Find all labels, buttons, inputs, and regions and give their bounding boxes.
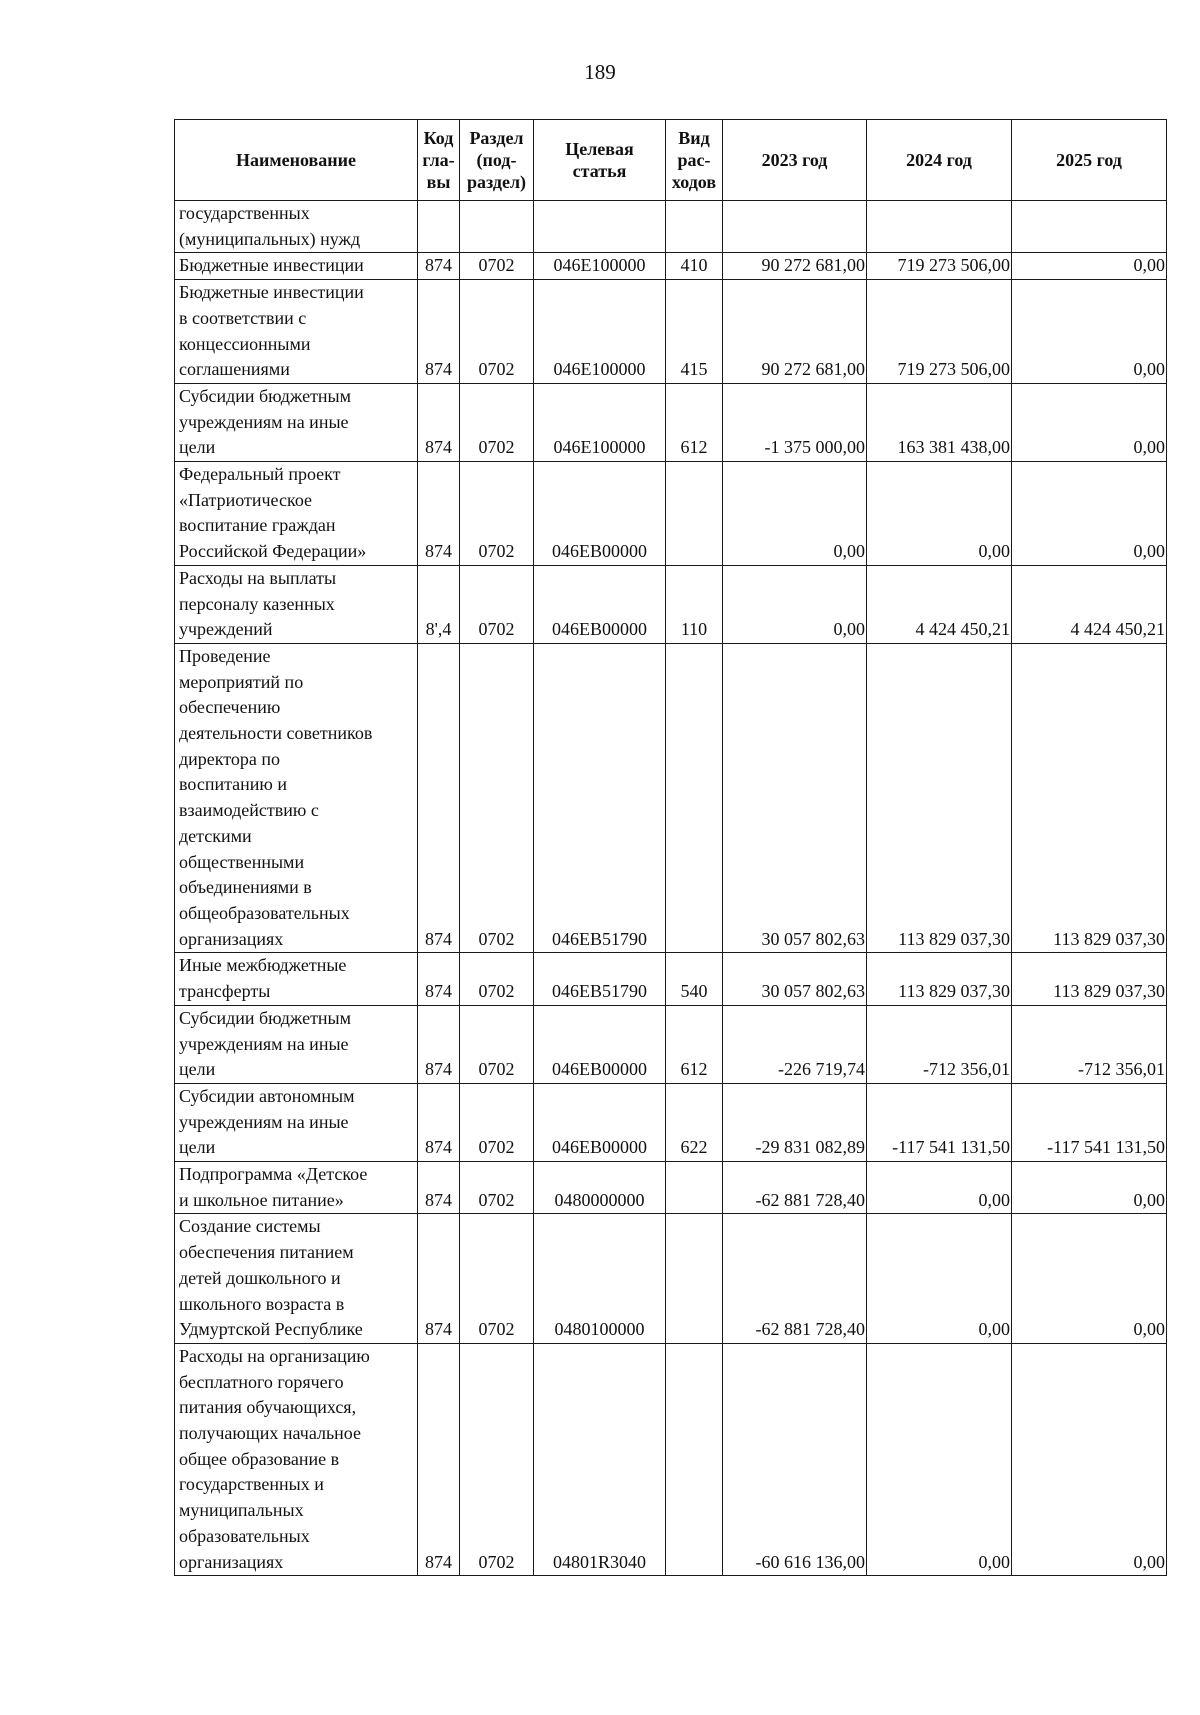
table-body — [175, 201, 1167, 1576]
row-target-article: 046EB51790 — [534, 953, 666, 1005]
row-target-article: 046E100000 — [534, 253, 666, 280]
row-amount-2023: 0,00 — [723, 565, 867, 643]
row-section: 0702 — [460, 565, 534, 643]
row-chapter-code: 874 — [418, 1162, 460, 1214]
row-chapter-code: 874 — [418, 253, 460, 280]
table-row — [175, 643, 1167, 952]
row-name: Субсидии бюджетным учреждениям на иные цели — [175, 383, 418, 461]
row-section: 0702 — [460, 1343, 534, 1575]
row-target-article: 046EB00000 — [534, 1005, 666, 1083]
row-amount-2025: 0,00 — [1012, 1343, 1167, 1575]
row-section: 0702 — [460, 953, 534, 1005]
row-amount-2024: -117 541 131,50 — [867, 1083, 1012, 1161]
header-row — [175, 120, 1167, 201]
row-name: Расходы на выплаты персоналу казенных учреждений — [175, 565, 418, 643]
header-target-article — [534, 120, 666, 201]
row-amount-2024 — [867, 201, 1012, 253]
row-amount-2025: 0,00 — [1012, 1214, 1167, 1344]
row-expense-type: 612 — [666, 383, 723, 461]
table-row — [175, 201, 1167, 253]
table-row — [175, 1343, 1167, 1575]
row-amount-2025: 0,00 — [1012, 253, 1167, 280]
row-expense-type — [666, 1214, 723, 1344]
row-chapter-code: 874 — [418, 643, 460, 952]
header-chapter-code-line-1: Код — [423, 128, 454, 148]
header-expense-type-line-1: Вид — [678, 128, 710, 148]
row-amount-2024: 113 829 037,30 — [867, 953, 1012, 1005]
header-chapter-code-line-3: вы — [426, 172, 451, 192]
row-chapter-code: 874 — [418, 1343, 460, 1575]
page-number: 189 — [584, 60, 616, 84]
table-row — [175, 1005, 1167, 1083]
row-amount-2025: -117 541 131,50 — [1012, 1083, 1167, 1161]
row-amount-2025: 0,00 — [1012, 383, 1167, 461]
header-expense-type-line-2: рас- — [677, 150, 711, 170]
row-amount-2023: -62 881 728,40 — [723, 1214, 867, 1344]
row-expense-type: 410 — [666, 253, 723, 280]
row-amount-2025 — [1012, 201, 1167, 253]
header-name: Наименование — [175, 120, 418, 201]
row-expense-type: 612 — [666, 1005, 723, 1083]
row-name: Бюджетные инвестиции — [175, 253, 418, 280]
header-chapter-code-line-2: гла- — [422, 150, 455, 170]
row-amount-2024: -712 356,01 — [867, 1005, 1012, 1083]
row-chapter-code: 874 — [418, 383, 460, 461]
row-name: Иные межбюджетные трансферты — [175, 953, 418, 1005]
row-section: 0702 — [460, 462, 534, 566]
row-name: Расходы на организацию бесплатного горячего питания обучающихся, получающих начальное общее образование в государственных и муниципальных образовательных организациях — [175, 1343, 418, 1575]
row-amount-2024: 0,00 — [867, 1214, 1012, 1344]
table-row — [175, 1162, 1167, 1214]
row-amount-2023: -60 616 136,00 — [723, 1343, 867, 1575]
row-name: Проведение мероприятий по обеспечению деятельности советников директора по воспитанию и взаимодействию с детскими общественными объединениями в общеобразовательных организациях — [175, 643, 418, 952]
row-amount-2023: 30 057 802,63 — [723, 953, 867, 1005]
header-section-line-1: Раздел — [469, 128, 524, 148]
header-section-line-2: (под- — [476, 150, 517, 170]
row-amount-2025: 0,00 — [1012, 1162, 1167, 1214]
row-expense-type: 540 — [666, 953, 723, 1005]
row-expense-type — [666, 462, 723, 566]
row-name: Подпрограмма «Детское и школьное питание» — [175, 1162, 418, 1214]
header-target-article-line-1: Целевая — [565, 139, 634, 159]
header-2024: 2024 год — [867, 120, 1012, 201]
table-row — [175, 383, 1167, 461]
row-section: 0702 — [460, 253, 534, 280]
row-amount-2023: -1 375 000,00 — [723, 383, 867, 461]
row-chapter-code: 874 — [418, 1214, 460, 1344]
row-amount-2024: 4 424 450,21 — [867, 565, 1012, 643]
row-amount-2024: 719 273 506,00 — [867, 253, 1012, 280]
row-target-article: 04801R3040 — [534, 1343, 666, 1575]
row-section: 0702 — [460, 1005, 534, 1083]
row-expense-type: 415 — [666, 280, 723, 384]
row-amount-2024: 719 273 506,00 — [867, 280, 1012, 384]
row-target-article: 046EB00000 — [534, 462, 666, 566]
row-expense-type: 110 — [666, 565, 723, 643]
table-row — [175, 565, 1167, 643]
row-amount-2023: -29 831 082,89 — [723, 1083, 867, 1161]
row-chapter-code: 874 — [418, 462, 460, 566]
row-name: Бюджетные инвестиции в соответствии с концессионными соглашениями — [175, 280, 418, 384]
row-amount-2024: 0,00 — [867, 1343, 1012, 1575]
header-target-article-line-2: статья — [572, 161, 627, 181]
row-expense-type — [666, 1162, 723, 1214]
row-target-article: 046E100000 — [534, 280, 666, 384]
header-2023: 2023 год — [723, 120, 867, 201]
row-section — [460, 201, 534, 253]
table-header — [175, 120, 1167, 201]
row-target-article: 046EB51790 — [534, 643, 666, 952]
table-row — [175, 1214, 1167, 1344]
table-row — [175, 253, 1167, 280]
header-section-line-3: раздел) — [466, 172, 527, 192]
row-amount-2025: 0,00 — [1012, 462, 1167, 566]
row-chapter-code — [418, 201, 460, 253]
row-amount-2025: 113 829 037,30 — [1012, 953, 1167, 1005]
row-expense-type: 622 — [666, 1083, 723, 1161]
row-chapter-code: 874 — [418, 1083, 460, 1161]
header-chapter-code — [418, 120, 460, 201]
table-row — [175, 1083, 1167, 1161]
header-section — [460, 120, 534, 201]
header-2025: 2025 год — [1012, 120, 1167, 201]
row-amount-2025: 113 829 037,30 — [1012, 643, 1167, 952]
row-amount-2023: 0,00 — [723, 462, 867, 566]
header-expense-type — [666, 120, 723, 201]
row-chapter-code: 874 — [418, 280, 460, 384]
row-name: государственных (муниципальных) нужд — [175, 201, 418, 253]
row-section: 0702 — [460, 1214, 534, 1344]
row-section: 0702 — [460, 643, 534, 952]
row-chapter-code: 874 — [418, 1005, 460, 1083]
row-amount-2024: 163 381 438,00 — [867, 383, 1012, 461]
row-amount-2025: 4 424 450,21 — [1012, 565, 1167, 643]
row-expense-type — [666, 201, 723, 253]
row-target-article — [534, 201, 666, 253]
row-section: 0702 — [460, 383, 534, 461]
table-row — [175, 462, 1167, 566]
row-amount-2023 — [723, 201, 867, 253]
row-chapter-code: 8',4 — [418, 565, 460, 643]
row-name: Субсидии автономным учреждениям на иные цели — [175, 1083, 418, 1161]
row-target-article: 046EB00000 — [534, 565, 666, 643]
row-target-article: 046E100000 — [534, 383, 666, 461]
row-section: 0702 — [460, 1083, 534, 1161]
row-name: Федеральный проект «Патриотическое воспитание граждан Российской Федерации» — [175, 462, 418, 566]
row-amount-2023: 30 057 802,63 — [723, 643, 867, 952]
row-amount-2024: 0,00 — [867, 462, 1012, 566]
table-row — [175, 953, 1167, 1005]
row-name: Субсидии бюджетным учреждениям на иные цели — [175, 1005, 418, 1083]
budget-table — [174, 119, 1167, 1576]
row-target-article: 0480000000 — [534, 1162, 666, 1214]
row-chapter-code: 874 — [418, 953, 460, 1005]
row-name: Создание системы обеспечения питанием детей дошкольного и школьного возраста в Удмуртской Республике — [175, 1214, 418, 1344]
row-expense-type — [666, 643, 723, 952]
row-section: 0702 — [460, 280, 534, 384]
row-section: 0702 — [460, 1162, 534, 1214]
header-expense-type-line-3: ходов — [671, 172, 717, 192]
row-amount-2023: -62 881 728,40 — [723, 1162, 867, 1214]
row-amount-2023: 90 272 681,00 — [723, 280, 867, 384]
row-amount-2024: 113 829 037,30 — [867, 643, 1012, 952]
row-amount-2025: 0,00 — [1012, 280, 1167, 384]
row-amount-2025: -712 356,01 — [1012, 1005, 1167, 1083]
row-amount-2023: -226 719,74 — [723, 1005, 867, 1083]
table-row — [175, 280, 1167, 384]
row-target-article: 0480100000 — [534, 1214, 666, 1344]
row-amount-2023: 90 272 681,00 — [723, 253, 867, 280]
row-target-article: 046EB00000 — [534, 1083, 666, 1161]
row-amount-2024: 0,00 — [867, 1162, 1012, 1214]
row-expense-type — [666, 1343, 723, 1575]
